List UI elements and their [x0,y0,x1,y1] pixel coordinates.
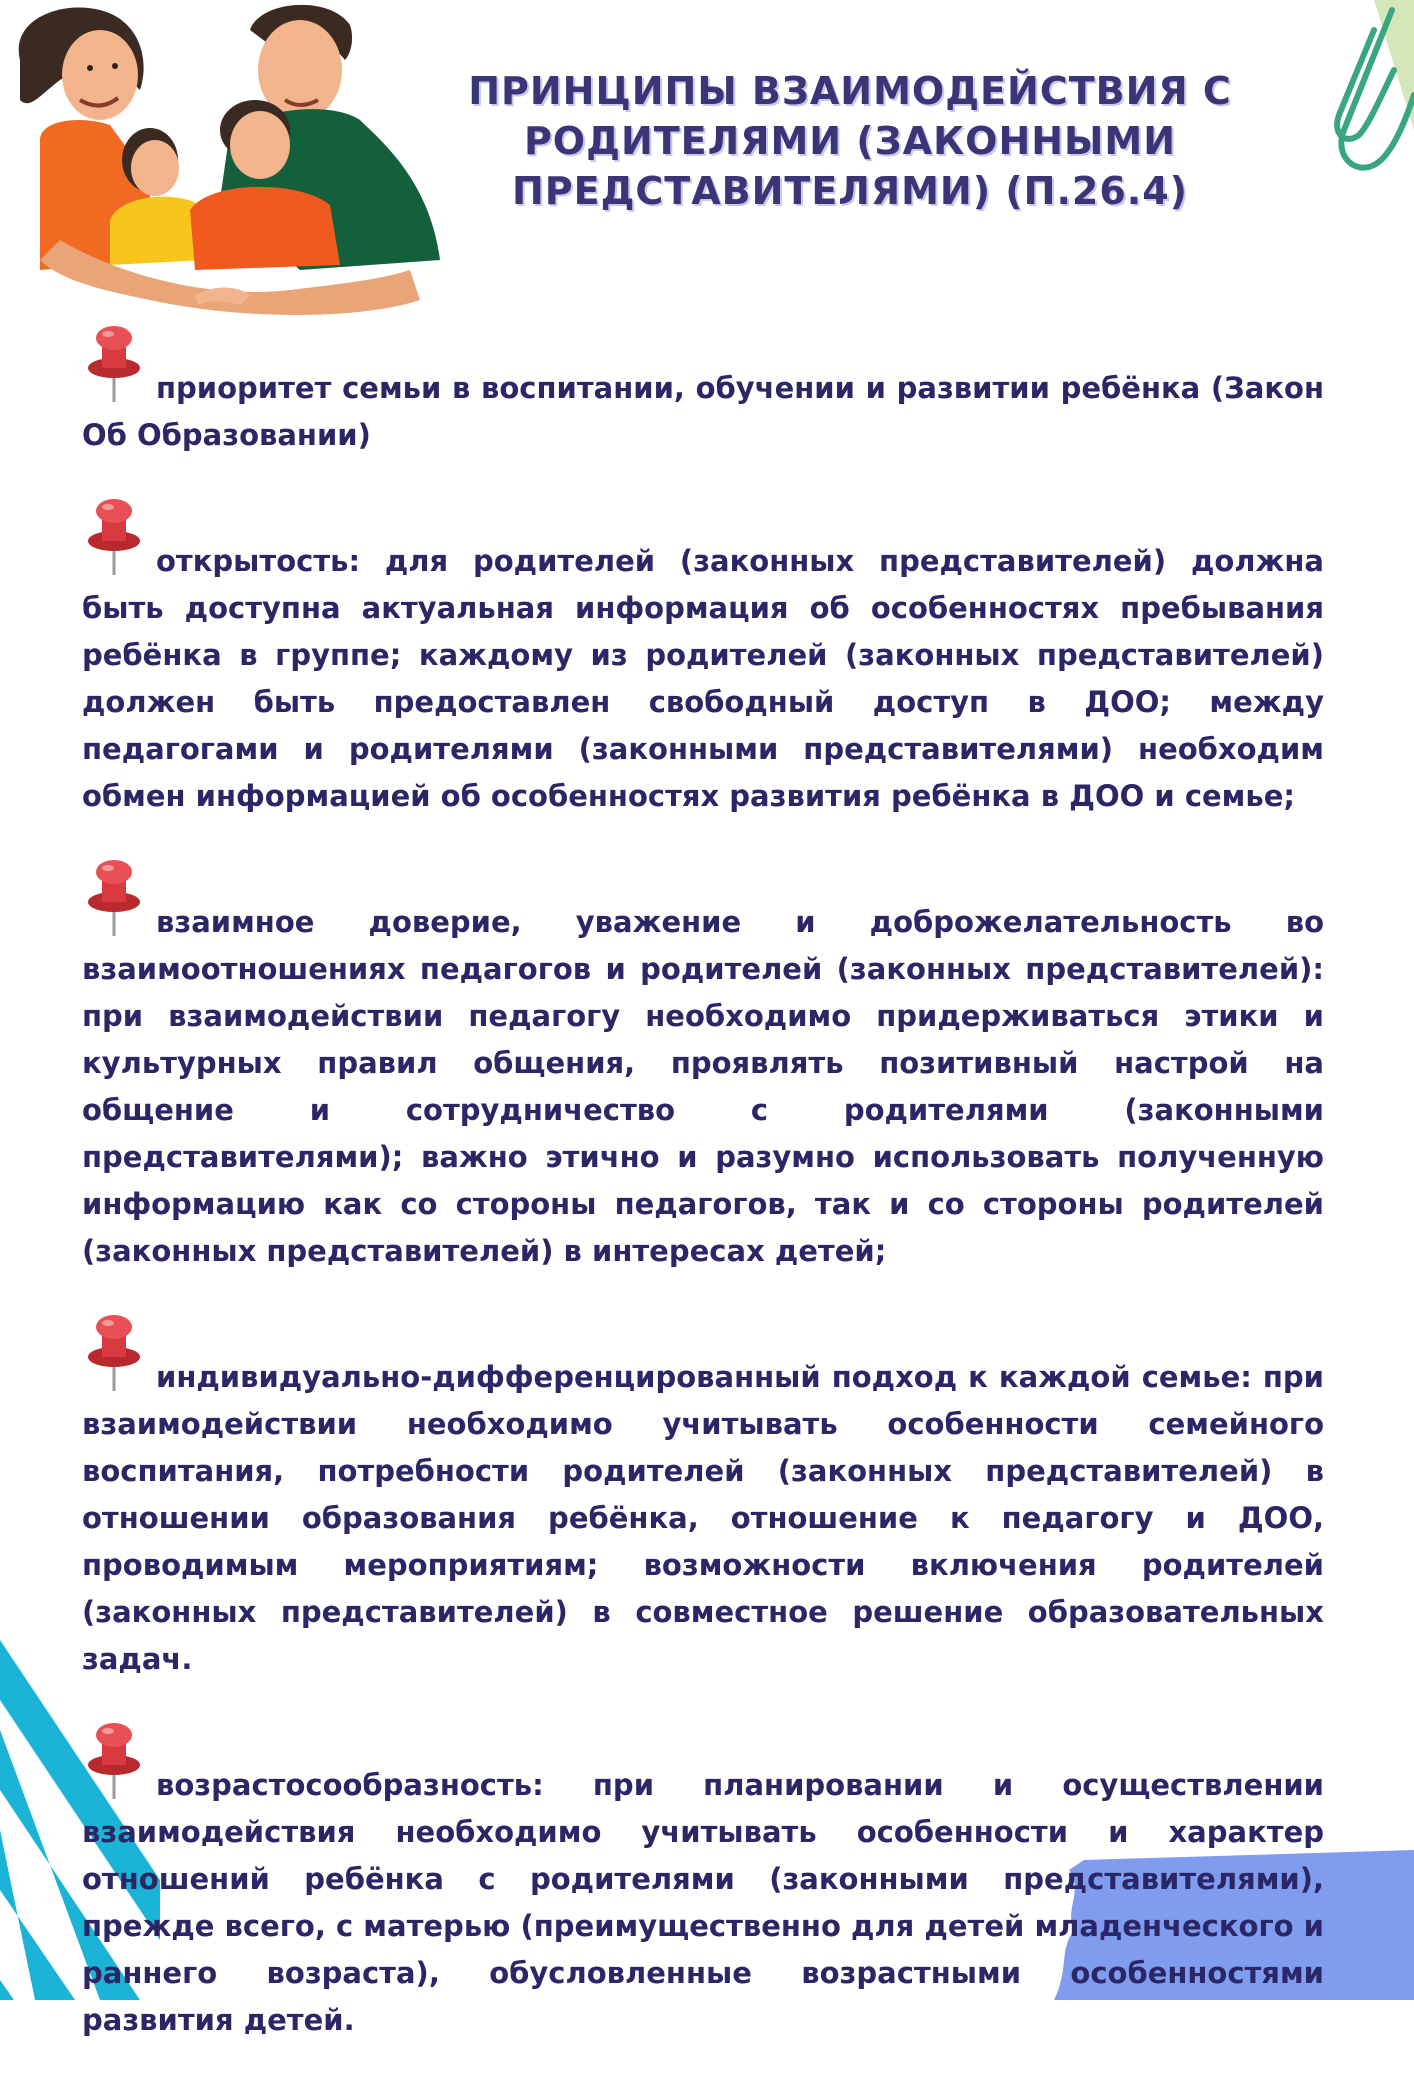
principle-text: возрастосообразность: при планировании и осуществлении взаимодействия необходимо учитывать особенности и характер отношений ребёнка с родителями (законными представителями), прежде всего, с матерью (преимущественно для детей младенческого и раннего возраста), обусловленные возрастными особенностями развития детей. [82,1768,1324,2037]
principle-text: взаимное доверие, уважение и доброжелательность во взаимоотношениях педагогов и родителей (законных представителей): при взаимодействии педагогу необходимо придерживаться этики и культурных правил общения, проявлять позитивный настрой на общение и сотрудничество с родителями (законными представителями); важно этично и разумно использовать полученную информацию как со стороны педагогов, так и со стороны родителей (законных представителей) в интересах детей; [82,905,1324,1268]
page-title [440,66,1260,216]
push-pin-icon [78,854,150,938]
principle-item-1 [82,320,1324,459]
principle-item-4 [82,1309,1324,1683]
push-pin-icon [78,320,150,404]
push-pin-icon [78,1309,150,1393]
principle-item-2 [82,493,1324,820]
title-line-3: ПРЕДСТАВИТЕЛЯМИ) (П.26.4) [511,169,1189,213]
paperclip-icon [1274,0,1414,200]
title-line-1: ПРИНЦИПЫ ВЗАИМОДЕЙСТВИЯ С [468,69,1232,113]
principle-item-5 [82,1717,1324,2044]
push-pin-icon [78,1717,150,1801]
principle-text: приоритет семьи в воспитании, обучении и развитии ребёнка (Закон Об Образовании) [82,371,1324,452]
principles-list [82,320,1324,2078]
push-pin-icon [78,493,150,577]
principle-text: открытость: для родителей (законных представителей) должна быть доступна актуальная информация об особенностях пребывания ребёнка в группе; каждому из родителей (законных представителей) должен быть предоставлен свободный доступ в ДОО; между педагогами и родителями (законными представителями) необходим обмен информацией об особенностях развития ребёнка в ДОО и семье; [82,544,1324,813]
family-illustration [0,0,460,320]
principle-text: индивидуально-дифференцированный подход к каждой семье: при взаимодействии необходимо учитывать особенности семейного воспитания, потребности родителей (законных представителей) в отношении образования ребёнка, отношение к педагогу и ДОО, проводимым мероприятиям; возможности включения родителей (законных представителей) в совместное решение образовательных задач. [82,1360,1324,1676]
principle-item-3 [82,854,1324,1275]
title-line-2: РОДИТЕЛЯМИ (ЗАКОННЫМИ [523,119,1177,163]
